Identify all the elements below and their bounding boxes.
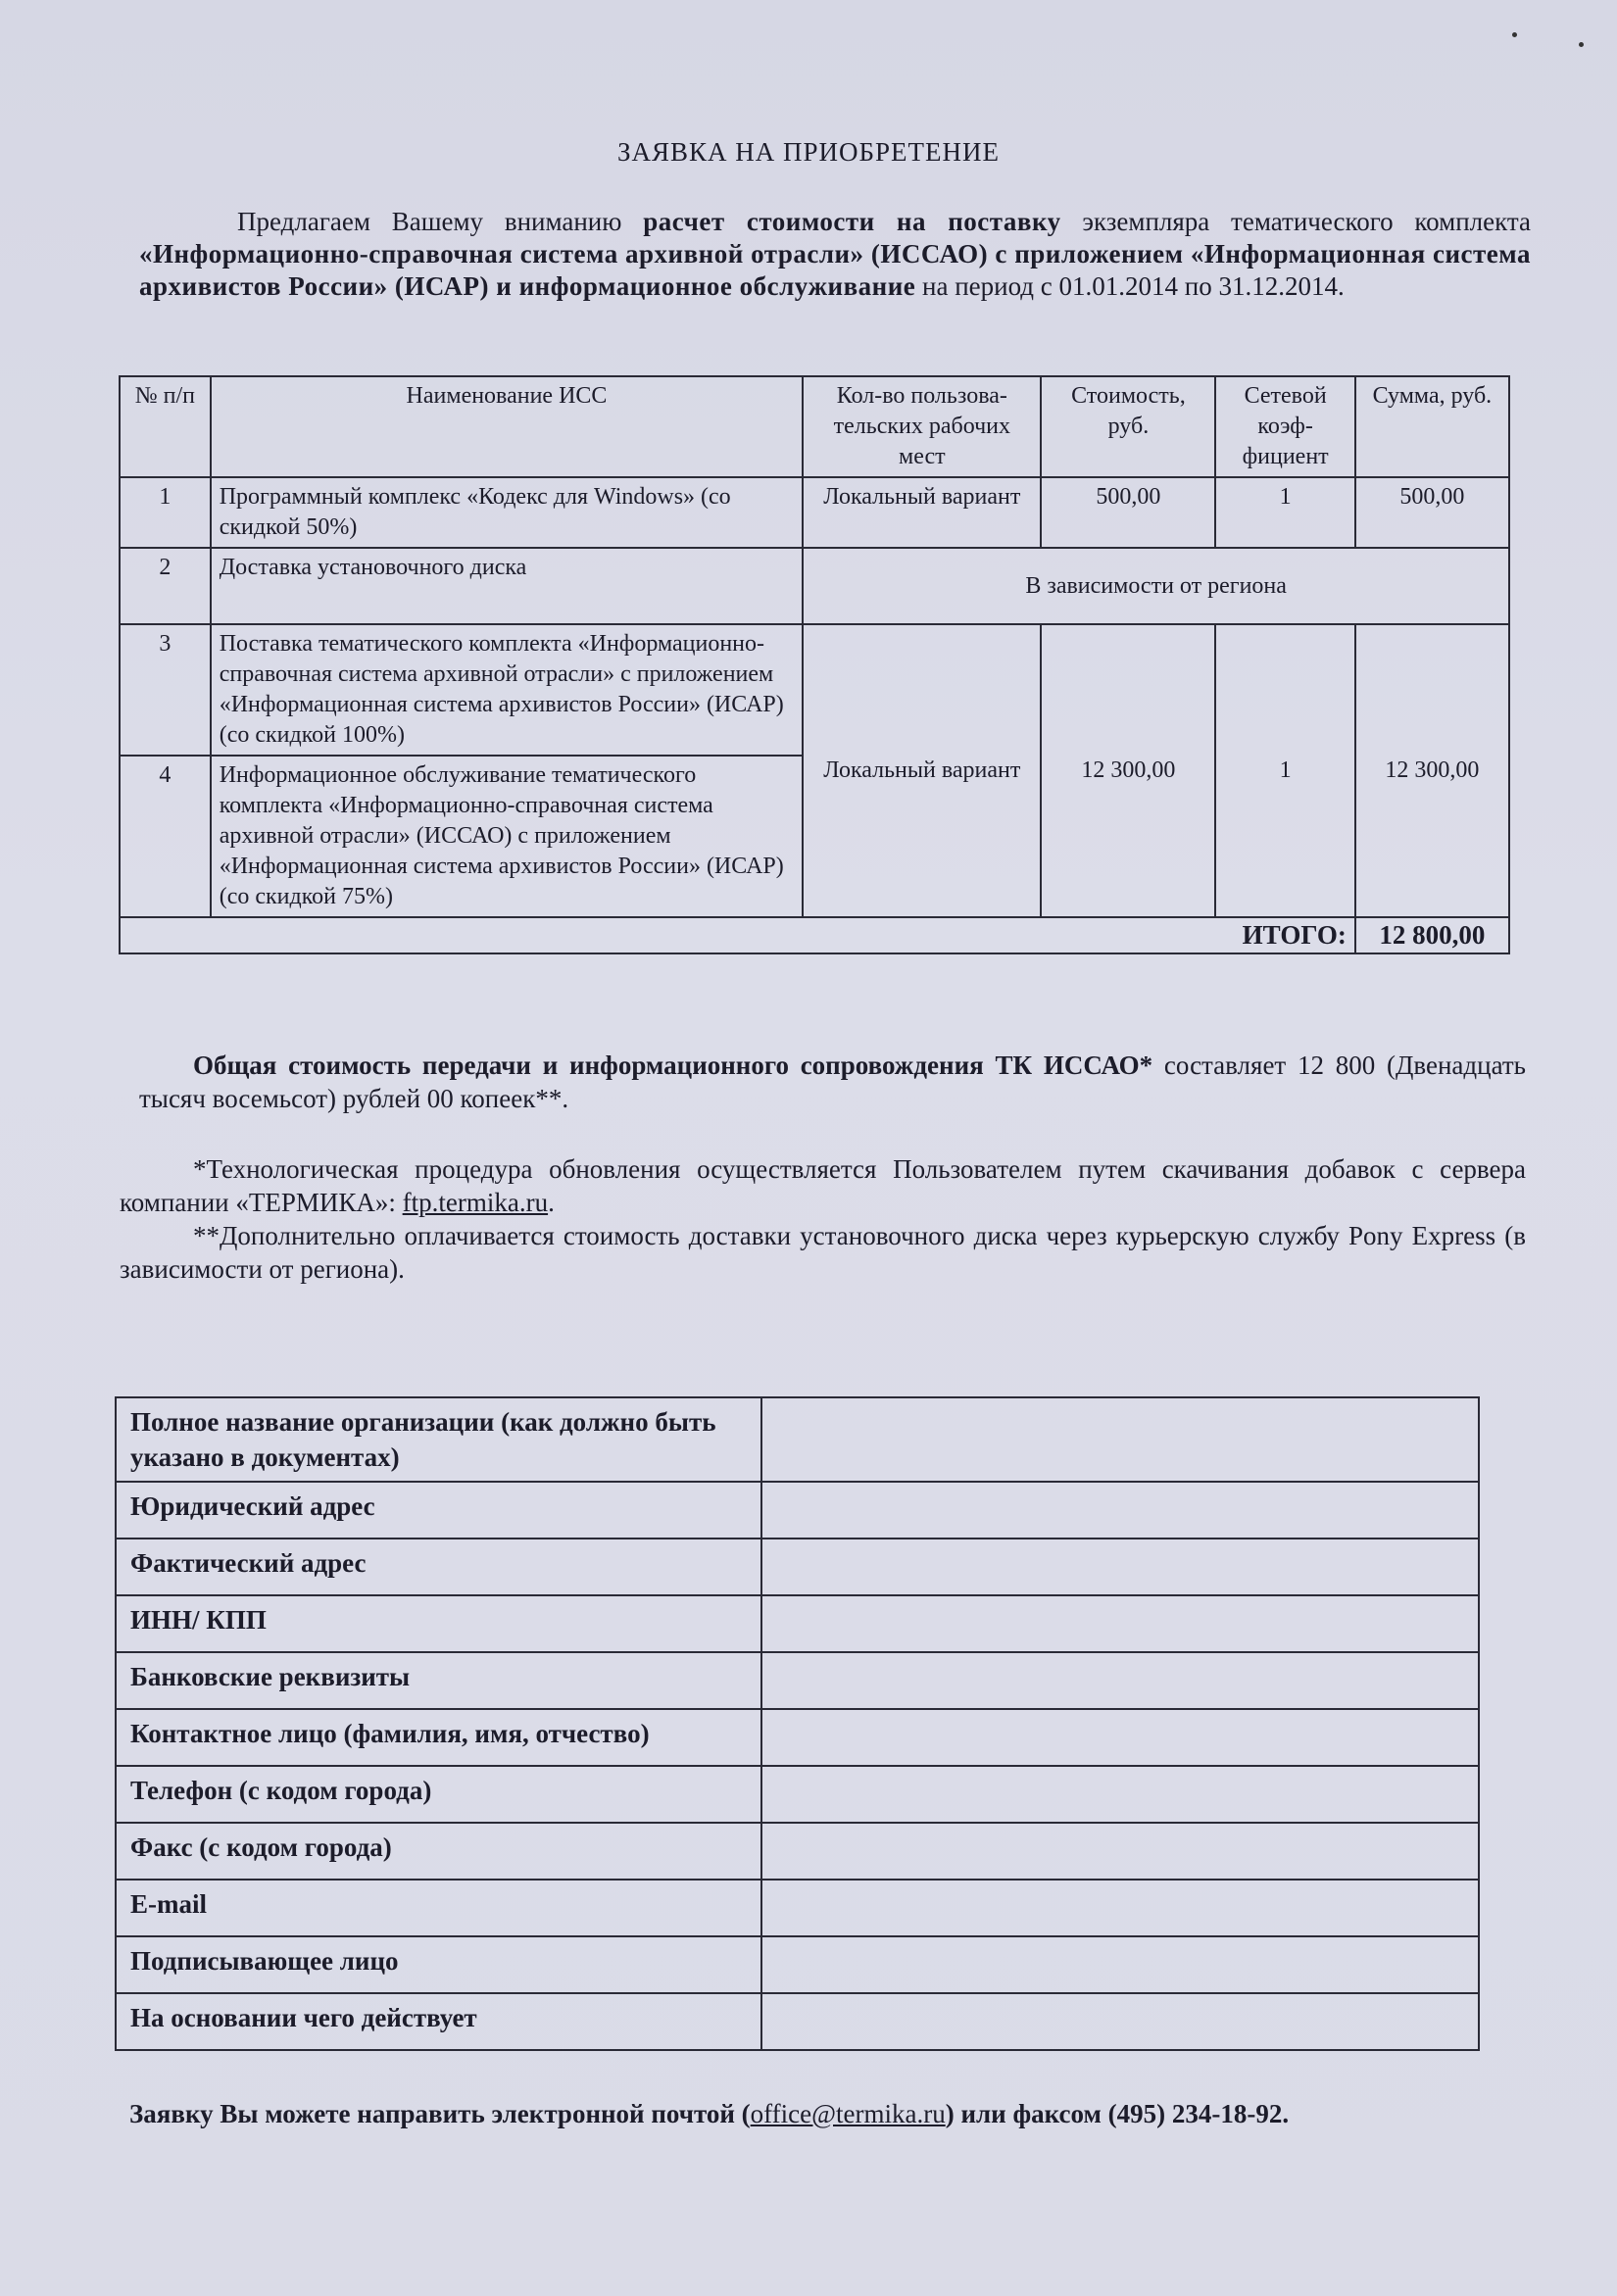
form-label: E-mail — [116, 1880, 761, 1936]
row-cost: 500,00 — [1041, 477, 1215, 548]
form-row — [116, 1397, 1479, 1482]
form-row — [116, 1539, 1479, 1595]
form-row — [116, 1823, 1479, 1880]
form-value-field[interactable] — [761, 1936, 1479, 1993]
footer-contact — [129, 2099, 1541, 2129]
form-row — [116, 1936, 1479, 1993]
intro-bold-1: расчет стоимости на поставку — [643, 207, 1061, 236]
form-row — [116, 1709, 1479, 1766]
row-places-merged: Локальный вариант — [803, 624, 1041, 917]
total-label: ИТОГО: — [120, 917, 1355, 953]
col-header-places: Кол-во пользова-тельских рабочих мест — [803, 376, 1041, 477]
row-places: Локальный вариант — [803, 477, 1041, 548]
scan-speck — [1512, 32, 1517, 37]
note-2: **Дополнительно оплачивается стоимость доставки установочного диска через курьерскую службу Pony Express (в зависимости от региона). — [120, 1221, 1526, 1284]
row-name: Поставка тематического комплекта «Информационно-справочная система архивной отрасли» с приложением «Информационная система архивистов России» (ИСАР) (со скидкой 100%) — [211, 624, 804, 756]
intro-text-1: Предлагаем Вашему вниманию — [237, 207, 644, 236]
form-value-field[interactable] — [761, 1595, 1479, 1652]
form-label: Юридический адрес — [116, 1482, 761, 1539]
form-label: Телефон (с кодом города) — [116, 1766, 761, 1823]
table-header-row — [120, 376, 1509, 477]
row-num: 1 — [120, 477, 211, 548]
intro-paragraph — [139, 206, 1531, 303]
row-coef-merged: 1 — [1215, 624, 1354, 917]
form-value-field[interactable] — [761, 1652, 1479, 1709]
form-value-field[interactable] — [761, 1539, 1479, 1595]
summary-rest: составляет 12 800 (Двенадцать тысяч восемьсот) рублей 00 копеек**. — [139, 1050, 1526, 1113]
page-title: ЗАЯВКА НА ПРИОБРЕТЕНИЕ — [616, 137, 1001, 167]
note-1-text: *Технологическая процедура обновления осуществляется Пользователем путем скачивания добавок с сервера компании «ТЕРМИКА»: — [120, 1154, 1526, 1217]
row-cost-merged: 12 300,00 — [1041, 624, 1215, 917]
footer-text-1: Заявку Вы можете направить электронной почтой ( — [129, 2099, 751, 2128]
row-num: 4 — [120, 756, 211, 917]
col-header-cost: Стоимость, руб. — [1041, 376, 1215, 477]
form-row — [116, 1880, 1479, 1936]
row-coef: 1 — [1215, 477, 1354, 548]
form-row — [116, 1482, 1479, 1539]
table-row — [120, 548, 1509, 624]
footer-text-2: ) или факсом (495) 234-18-92. — [945, 2099, 1290, 2128]
intro-bold-2: «Информационно-справочная система архивной отрасли» (ИССАО) с приложением «Информационная система архивистов России» (ИСАР) и информационное обслуживание — [139, 239, 1531, 301]
form-row — [116, 1652, 1479, 1709]
col-header-num: № п/п — [120, 376, 211, 477]
col-header-sum: Сумма, руб. — [1355, 376, 1509, 477]
note-1-end: . — [548, 1188, 555, 1217]
row-name: Программный комплекс «Кодекс для Windows» (со скидкой 50%) — [211, 477, 804, 548]
form-value-field[interactable] — [761, 1766, 1479, 1823]
form-value-field[interactable] — [761, 1880, 1479, 1936]
form-label: Банковские реквизиты — [116, 1652, 761, 1709]
intro-text-3: на период с 01.01.2014 по 31.12.2014. — [915, 271, 1345, 301]
row-name: Доставка установочного диска — [211, 548, 804, 624]
form-value-field[interactable] — [761, 1823, 1479, 1880]
intro-text-2: экземпляра тематического комплекта — [1060, 207, 1531, 236]
row-num: 2 — [120, 548, 211, 624]
total-value: 12 800,00 — [1355, 917, 1509, 953]
form-label: На основании чего действует — [116, 1993, 761, 2050]
form-value-field[interactable] — [761, 1709, 1479, 1766]
form-label: Полное название организации (как должно быть указано в документах) — [116, 1397, 761, 1482]
table-row — [120, 624, 1509, 756]
row-sum-merged: 12 300,00 — [1355, 624, 1509, 917]
col-header-name: Наименование ИСС — [211, 376, 804, 477]
row-merged-note: В зависимости от региона — [803, 548, 1509, 624]
form-value-field[interactable] — [761, 1482, 1479, 1539]
form-row — [116, 1766, 1479, 1823]
row-sum: 500,00 — [1355, 477, 1509, 548]
email-link[interactable]: office@termika.ru — [750, 2099, 946, 2128]
form-value-field[interactable] — [761, 1397, 1479, 1482]
footnotes — [120, 1152, 1526, 1286]
row-num: 3 — [120, 624, 211, 756]
table-row — [120, 477, 1509, 548]
form-label: Факс (с кодом города) — [116, 1823, 761, 1880]
form-label: ИНН/ КПП — [116, 1595, 761, 1652]
total-row — [120, 917, 1509, 953]
ftp-link[interactable]: ftp.termika.ru — [402, 1188, 549, 1217]
total-summary — [139, 1049, 1526, 1115]
form-row — [116, 1595, 1479, 1652]
row-name: Информационное обслуживание тематического комплекта «Информационно-справочная система архивной отрасли» (ИССАО) с приложением «Информационная система архивистов России» (ИСАР) (со скидкой 75%) — [211, 756, 804, 917]
form-value-field[interactable] — [761, 1993, 1479, 2050]
customer-details-form — [115, 1396, 1480, 2051]
form-label: Подписывающее лицо — [116, 1936, 761, 1993]
price-table — [119, 375, 1510, 954]
col-header-coef: Сетевой коэф-фициент — [1215, 376, 1354, 477]
scan-speck — [1579, 42, 1584, 47]
form-row — [116, 1993, 1479, 2050]
summary-bold: Общая стоимость передачи и информационного сопровождения ТК ИССАО* — [193, 1050, 1153, 1080]
form-label: Фактический адрес — [116, 1539, 761, 1595]
form-label: Контактное лицо (фамилия, имя, отчество) — [116, 1709, 761, 1766]
